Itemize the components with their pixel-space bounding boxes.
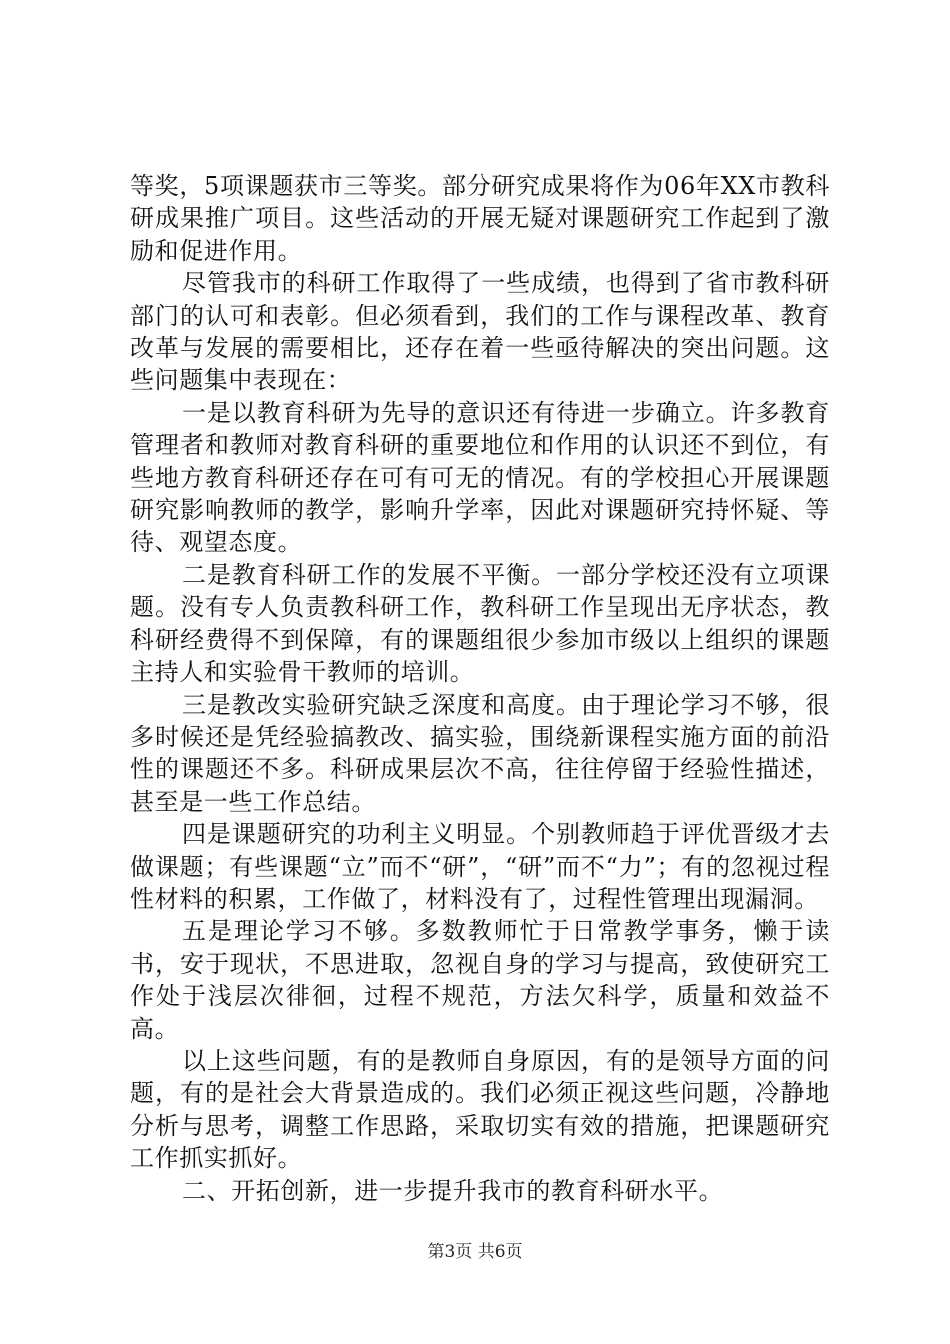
- page-number-footer: 第3页 共6页: [427, 1242, 523, 1262]
- section-heading: 二、开拓创新，进一步提升我市的教育科研水平。: [182, 1176, 724, 1205]
- paragraph-4: 二是教育科研工作的发展不平衡。一部分学校还没有立项课题。没有专人负责教科研工作，教科研工作呈现出无序状态，教科研经费得不到保障，有的课题组很少参加市级以上组织的课题主持人和实验骨干教师的培训。: [130, 560, 830, 687]
- paragraph-5: 三是教改实验研究缺乏深度和高度。由于理论学习不够，很多时候还是凭经验搞教改、搞实验，围绕新课程实施方面的前沿性的课题还不多。科研成果层次不高，往往停留于经验性描述，甚至是一些工作总结。: [130, 690, 830, 816]
- document-body: [130, 170, 830, 1207]
- paragraph-3: 一是以教育科研为先导的意识还有待进一步确立。许多教育管理者和教师对教育科研的重要地位和作用的认识还不到位，有些地方教育科研还存在可有可无的情况。有的学校担心开展课题研究影响教师的教学，影响升学率，因此对课题研究持怀疑、等待、观望态度。: [130, 398, 830, 557]
- paragraph-8: 以上这些问题，有的是教师自身原因，有的是领导方面的问题，有的是社会大背景造成的。我们必须正视这些问题，冷静地分析与思考，调整工作思路，采取切实有效的措施，把课题研究工作抓实抓好。: [130, 1046, 830, 1173]
- paragraph-6: 四是课题研究的功利主义明显。个别教师趋于评优晋级才去做课题；有些课题“立”而不“研”，“研”而不“力”；有的忽视过程性材料的积累，工作做了，材料没有了，过程性管理出现漏洞。: [130, 820, 830, 913]
- paragraph-7: 五是理论学习不够。多数教师忙于日常教学事务，懒于读书，安于现状，不思进取，忽视自身的学习与提高，致使研究工作处于浅层次徘徊，过程不规范，方法欠科学，质量和效益不高。: [130, 917, 830, 1043]
- paragraph-2: 尽管我市的科研工作取得了一些成绩，也得到了省市教科研部门的认可和表彰。但必须看到，我们的工作与课程改革、教育改革与发展的需要相比，还存在着一些亟待解决的突出问题。这些问题集中表现在：: [130, 269, 830, 395]
- paragraph-1: 等奖，5项课题获市三等奖。部分研究成果将作为06年XX市教科研成果推广项目。这些活动的开展无疑对课题研究工作起到了激励和促进作用。: [130, 172, 830, 265]
